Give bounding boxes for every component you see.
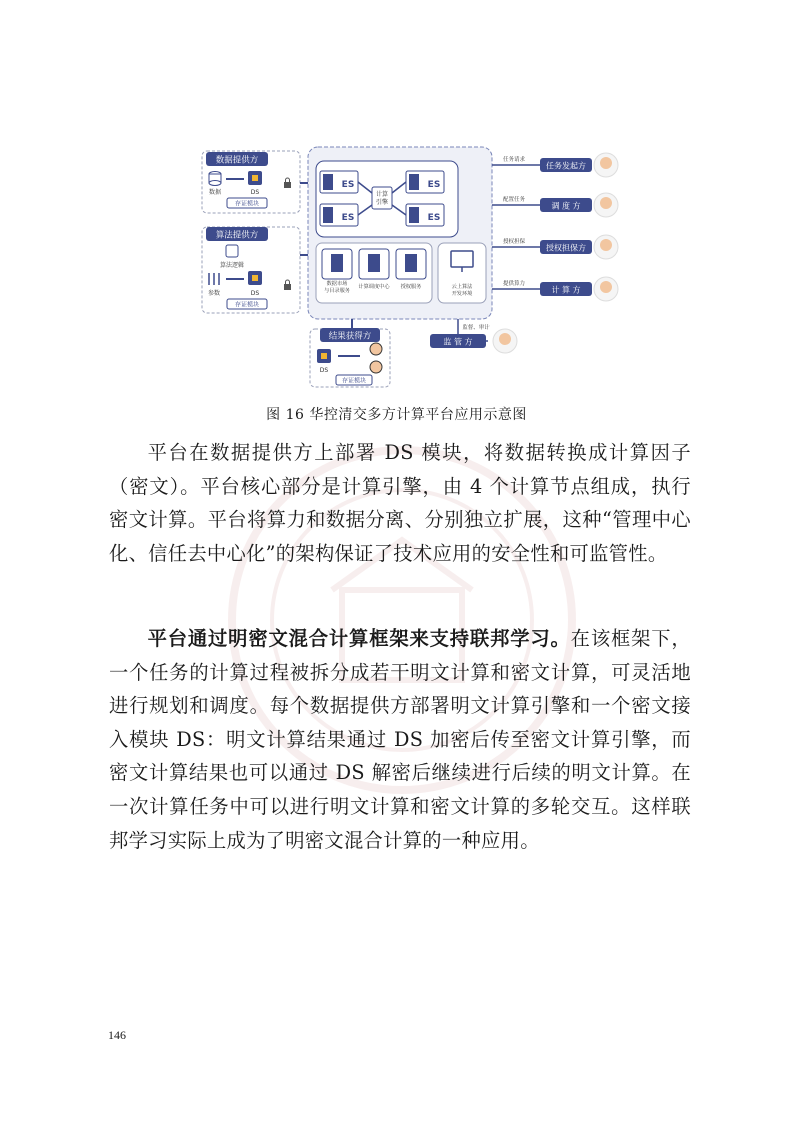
svg-text:提供算力: 提供算力 [502,281,526,287]
figure-caption: 图 16 华控清交多方计算平台应用示意图 [266,407,527,423]
algo-provider-group [202,227,308,313]
svg-text:DS: DS [250,290,260,297]
paragraph-2-rest: 在该框架下，一个任务的计算过程被拆分成若干明文计算和密文计算，可灵活地进行规划和调度。每个数据提供方部署明文计算引擎和一个密文接入模块 DS：明文计算结果通过 DS 加密后传至密文计算引擎，而密文计算结果也可以通过 DS 解密后继续进行后续的明文计算。在一次计算任务中可以进行明文计算和密文计算的多轮交互。这样联邦学习实际上成为了明密文混合计算的一种应用。 [109,627,691,852]
svg-text:授权担保方: 授权担保方 [546,243,586,253]
ds-label: DS [250,189,260,196]
svg-text:参数: 参数 [207,290,221,297]
svg-text:监督、审计: 监督、审计 [462,325,490,331]
server-icon [368,254,380,272]
svg-text:计算: 计算 [375,191,389,198]
svg-text:数据市场: 数据市场 [326,281,348,287]
paragraph-2 [109,622,691,857]
server-icon [331,254,343,272]
svg-text:云上算法: 云上算法 [451,284,473,290]
svg-text:授权服务: 授权服务 [400,284,422,290]
svg-text:DS: DS [319,367,329,374]
monitor-icon [451,251,473,267]
svg-text:授权担保: 授权担保 [502,239,526,245]
server-icon [323,174,333,190]
person-icon [370,343,382,355]
server-icon [409,174,419,190]
services-block [316,243,486,303]
svg-text:ES: ES [427,180,441,190]
server-icon [405,254,417,272]
svg-text:结果获得方: 结果获得方 [328,331,372,342]
svg-text:与目录服务: 与目录服务 [324,288,350,294]
paragraph-1: 平台在数据提供方上部署 DS 模块，将数据转换成计算因子（密文）。平台核心部分是计算引擎，由 4 个计算节点组成，执行密文计算。平台将算力和数据分离、分别独立扩展，这种“管理中心化、信任去中心化”的架构保证了技术应用的安全性和可监管性。 [109,441,691,565]
svg-text:监 管 方: 监 管 方 [443,337,473,347]
svg-text:计 算 方: 计 算 方 [551,285,581,295]
svg-text:任务请求: 任务请求 [502,157,526,163]
data-provider-title: 数据提供方 [215,155,259,166]
svg-text:引擎: 引擎 [375,199,389,206]
lock-icon [284,182,291,188]
calculator-icon [226,245,238,257]
lock-icon [284,284,291,290]
svg-text:调 度 方: 调 度 方 [551,201,581,211]
svg-text:ES: ES [341,213,355,223]
platform-diagram [196,143,620,389]
server-icon [409,207,419,223]
person-icon [370,361,382,373]
svg-text:存证模块: 存证模块 [234,301,260,309]
data-label: 数据 [208,189,222,196]
server-icon [323,207,333,223]
algo-provider-title: 算法提供方 [215,230,259,241]
svg-text:ES: ES [341,180,355,190]
svg-text:任务发起方: 任务发起方 [546,161,586,171]
svg-text:配置任务: 配置任务 [502,197,526,203]
paragraph-2-bold: 平台通过明密文混合计算框架来支持联邦学习。 [147,627,571,650]
svg-text:计算调度中心: 计算调度中心 [358,284,390,290]
svg-text:存证模块: 存证模块 [341,377,367,385]
svg-text:开发环境: 开发环境 [451,291,473,297]
data-provider-group [202,151,300,213]
engine-block [316,161,458,237]
result-receiver-group [310,319,390,387]
svg-text:算法逻辑: 算法逻辑 [219,262,245,269]
svg-text:ES: ES [427,213,441,223]
page-number: 146 [108,1028,126,1042]
module-label: 存证模块 [234,200,260,208]
